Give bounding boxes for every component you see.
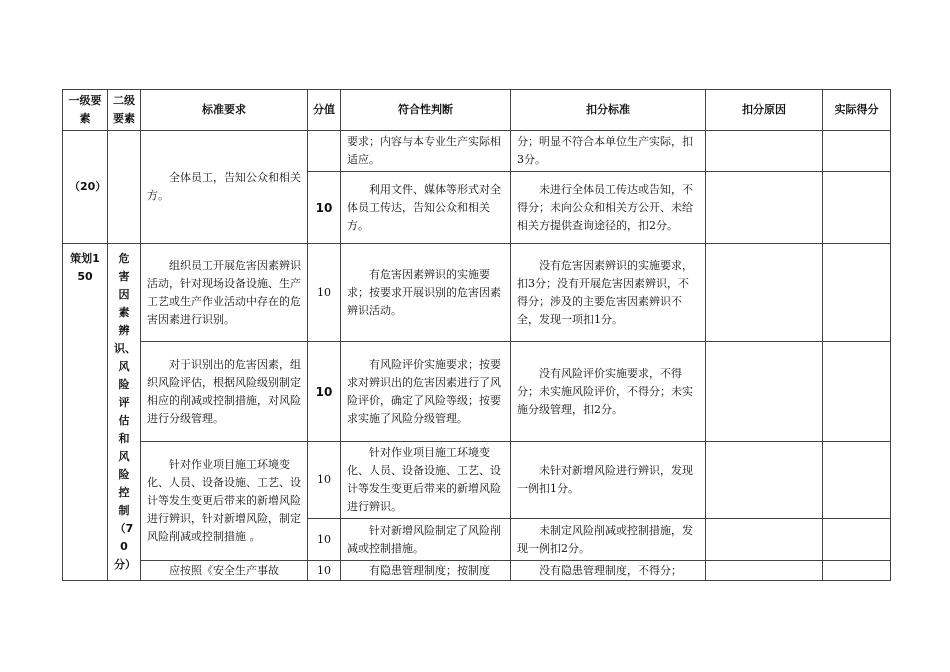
- score-cell: 10: [308, 244, 341, 342]
- header-deduction-standard: 扣分标准: [511, 90, 706, 131]
- requirement-cell: 全体员工，告知公众和相关方。: [141, 131, 308, 244]
- reason-cell[interactable]: [706, 172, 823, 244]
- actual-score-cell[interactable]: [823, 561, 891, 581]
- actual-score-cell[interactable]: [823, 172, 891, 244]
- reason-cell[interactable]: [706, 342, 823, 442]
- reason-cell[interactable]: [706, 442, 823, 519]
- deduction-cell: 没有风险评价实施要求，不得分；未实施风险评价，不得分；未实施分级管理，扣2分。: [511, 342, 706, 442]
- judgement-cell: 有隐患管理制度；按制度: [341, 561, 511, 581]
- header-actual-score: 实际得分: [823, 90, 891, 131]
- requirement-cell: 应按照《安全生产事故: [141, 561, 308, 581]
- deduction-cell: 未针对新增风险进行辨识，发现一例扣1分。: [511, 442, 706, 519]
- score-cell: 10: [308, 442, 341, 519]
- score-cell: 10: [308, 561, 341, 581]
- actual-score-cell[interactable]: [823, 519, 891, 561]
- deduction-cell: 分；明显不符合本单位生产实际，扣3分。: [511, 131, 706, 172]
- table-row: [63, 561, 891, 581]
- reason-cell[interactable]: [706, 244, 823, 342]
- table-row: [63, 244, 891, 342]
- header-score: 分值: [308, 90, 341, 131]
- deduction-cell: 没有隐患管理制度，不得分；: [511, 561, 706, 581]
- judgement-cell: 针对作业项目施工环境变化、人员、设备设施、工艺、设计等发生变更后带来的新增风险进行辨识。: [341, 442, 511, 519]
- level2-cell: 危害因素辨识、风险评估和风险控制（70分）: [108, 244, 141, 581]
- header-judgement: 符合性判断: [341, 90, 511, 131]
- reason-cell[interactable]: [706, 519, 823, 561]
- reason-cell[interactable]: [706, 131, 823, 172]
- requirement-cell: 针对作业项目施工环境变化、人员、设备设施、工艺、设计等发生变更后带来的新增风险进行辨识，针对新增风险，制定风险削减或控制措施 。: [141, 442, 308, 561]
- table-row: [63, 131, 891, 172]
- header-level2: 二级要素: [108, 90, 141, 131]
- actual-score-cell[interactable]: [823, 131, 891, 172]
- assessment-table: [62, 89, 891, 581]
- judgement-cell: 针对新增风险制定了风险削减或控制措施。: [341, 519, 511, 561]
- judgement-cell: 要求；内容与本专业生产实际相适应。: [341, 131, 511, 172]
- judgement-cell: 有危害因素辨识的实施要求；按要求开展识别的危害因素辨识活动。: [341, 244, 511, 342]
- score-cell: 10: [308, 342, 341, 442]
- table-row: [63, 442, 891, 519]
- actual-score-cell[interactable]: [823, 244, 891, 342]
- header-deduction-reason: 扣分原因: [706, 90, 823, 131]
- header-row: [63, 90, 891, 131]
- requirement-cell: 对于识别出的危害因素，组织风险评估，根据风险级别制定相应的削减或控制措施，对风险进行分级管理。: [141, 342, 308, 442]
- level1-cell: （20）: [63, 131, 108, 244]
- level1-cell: 策划150: [63, 244, 108, 581]
- header-level1: 一级要素: [63, 90, 108, 131]
- header-requirement: 标准要求: [141, 90, 308, 131]
- requirement-cell: 组织员工开展危害因素辨识活动，针对现场设备设施、生产工艺或生产作业活动中存在的危害因素进行识别。: [141, 244, 308, 342]
- score-cell: 10: [308, 172, 341, 244]
- deduction-cell: 未制定风险削减或控制措施，发现一例扣2分。: [511, 519, 706, 561]
- score-cell-empty: [308, 131, 341, 172]
- judgement-cell: 有风险评价实施要求；按要求对辨识出的危害因素进行了风险评价，确定了风险等级；按要求实施了风险分级管理。: [341, 342, 511, 442]
- reason-cell[interactable]: [706, 561, 823, 581]
- actual-score-cell[interactable]: [823, 442, 891, 519]
- deduction-cell: 未进行全体员工传达或告知，不得分；未向公众和相关方公开、未给相关方提供查询途径的，扣2分。: [511, 172, 706, 244]
- deduction-cell: 没有危害因素辨识的实施要求，扣3分；没有开展危害因素辨识，不得分；涉及的主要危害因素辨识不全，发现一项扣1分。: [511, 244, 706, 342]
- score-cell: 10: [308, 519, 341, 561]
- judgement-cell: 利用文件、媒体等形式对全体员工传达，告知公众和相关方。: [341, 172, 511, 244]
- table-row: [63, 342, 891, 442]
- level2-cell-empty: [108, 131, 141, 244]
- actual-score-cell[interactable]: [823, 342, 891, 442]
